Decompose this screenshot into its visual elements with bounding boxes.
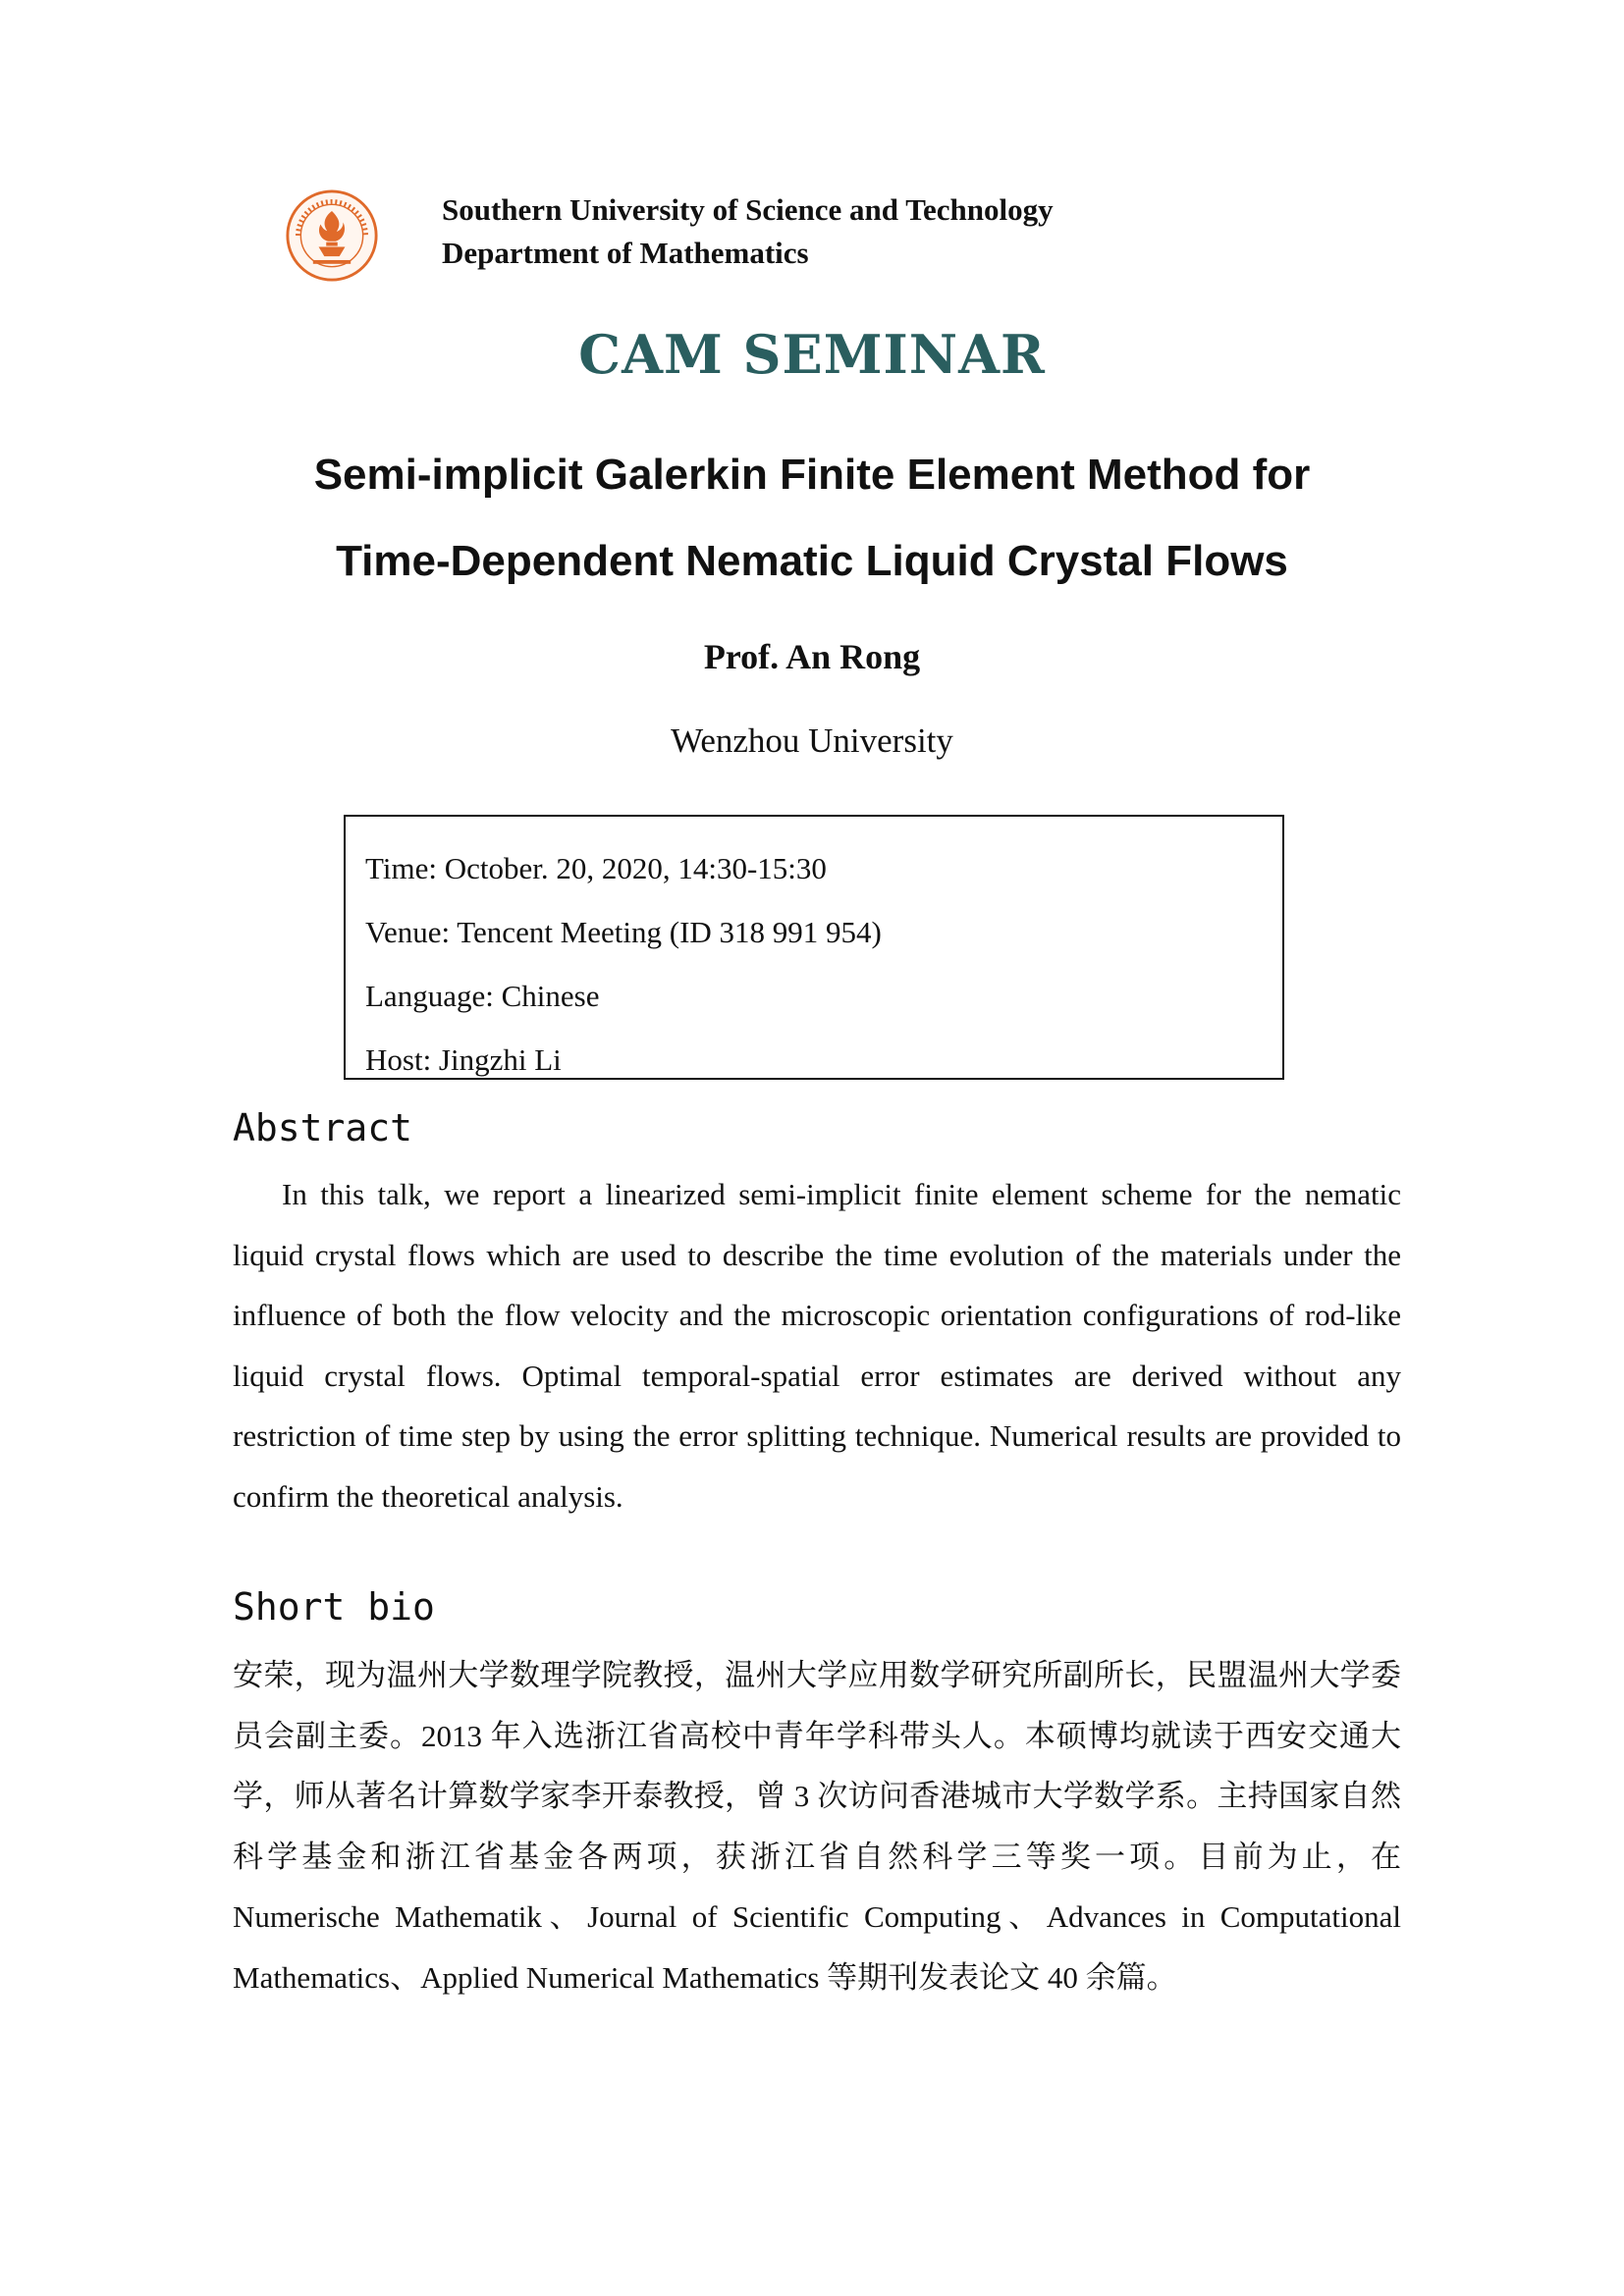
talk-title [0, 432, 1624, 605]
event-info-box [344, 815, 1284, 1080]
department-name: Department of Mathematics [442, 236, 809, 270]
talk-title-line-2: Time-Dependent Nematic Liquid Crystal Flows [336, 537, 1288, 585]
document-header [285, 185, 1168, 293]
event-host: Host: Jingzhi Li [365, 1042, 562, 1077]
speaker-name: Prof. An Rong [703, 637, 921, 676]
bio-heading: Short bio [233, 1585, 435, 1629]
speaker-affiliation: Wenzhou University [671, 721, 953, 760]
institution-name: Southern University of Science and Technology [442, 192, 1054, 227]
event-language: Language: Chinese [365, 979, 600, 1013]
bio-text: 安荣，现为温州大学数理学院教授，温州大学应用数学研究所副所长，民盟温州大学委员会副主委。2013 年入选浙江省高校中青年学科带头人。本硕博均就读于西安交通大学，师从著名计算数学家李开泰教授，曾 3 次访问香港城市大学数学系。主持国家自然科学基金和浙江省基金各两项，获浙江省自然科学三等奖一项。目前为止，在 Numerische Mathematik、Journal of Scientific Computing、Advances in Computational Mathematics、Applied Numerical Mathematics 等期刊发表论文 40 余篇。 [233, 1658, 1401, 1995]
talk-title-line-1: Semi-implicit Galerkin Finite Element Method for [313, 451, 1311, 499]
abstract-heading: Abstract [233, 1106, 413, 1149]
event-venue: Venue: Tencent Meeting (ID 318 991 954) [365, 915, 882, 949]
university-seal-icon [285, 188, 379, 283]
seminar-series-title: CAM SEMINAR [578, 323, 1046, 386]
event-time: Time: October. 20, 2020, 14:30-15:30 [365, 851, 827, 885]
abstract-text: In this talk, we report a linearized semi-implicit finite element scheme for the nematic liquid crystal flows which are used to describe the time evolution of the materials under the influence of both the flow velocity and the microscopic orientation configurations of rod-like liquid crystal flows. Optimal temporal-spatial error estimates are derived without any restriction of time step by using the error splitting technique. Numerical results are provided to confirm the theoretical analysis. [233, 1177, 1401, 1514]
